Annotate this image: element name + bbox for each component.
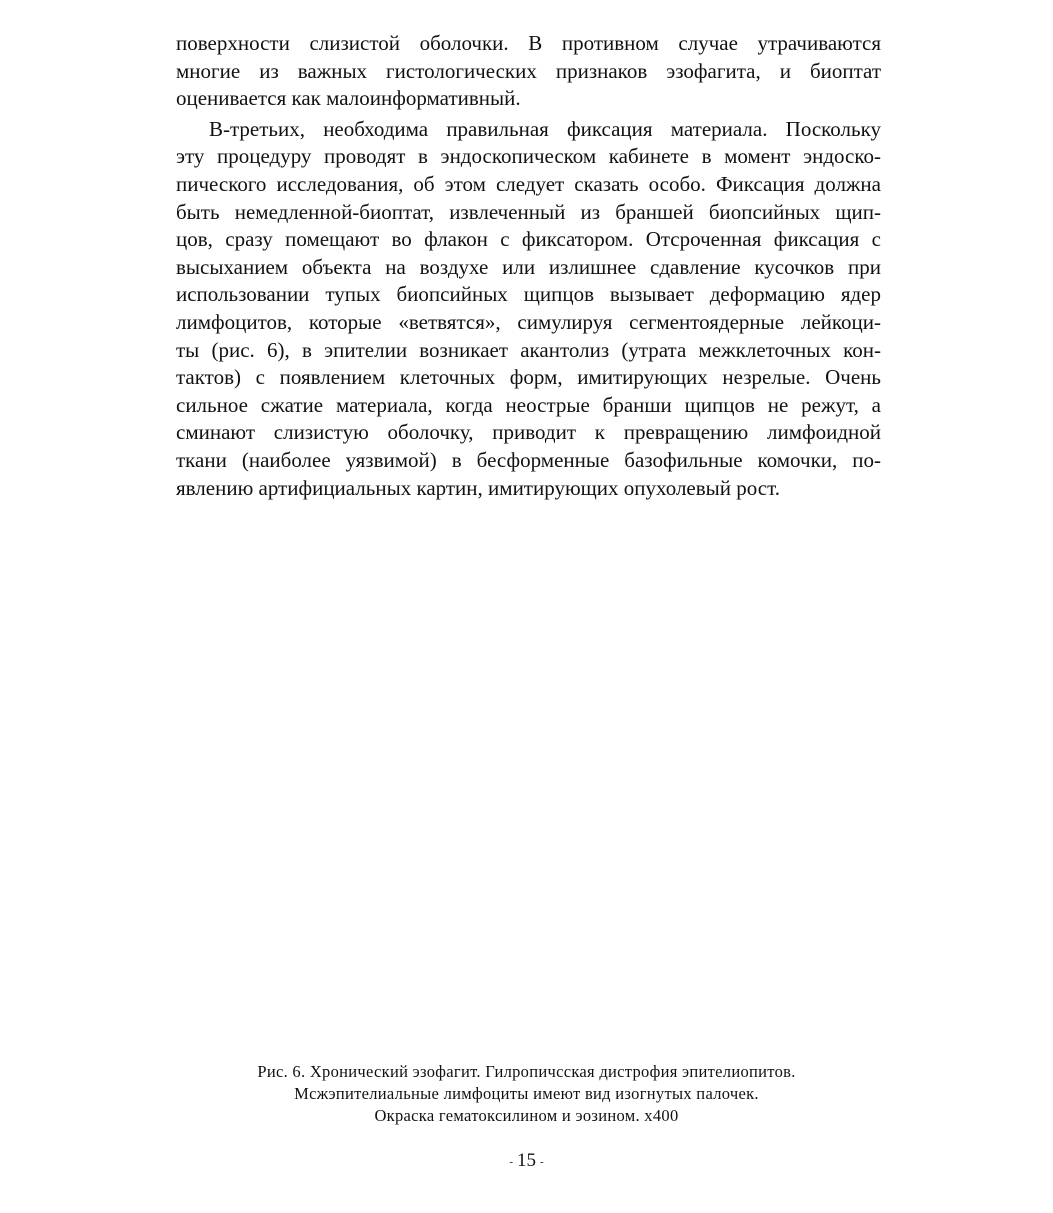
- figure-caption: [150, 1061, 903, 1127]
- text-line: эту процедуру проводят в эндоскопическом кабинете в момент эндоско-: [176, 144, 881, 169]
- paragraph-2: [176, 116, 881, 502]
- text-line: тактов) с появлением клеточных форм, имитирующих незрелые. Очень: [176, 365, 881, 390]
- text-line: высыханием объекта на воздухе или излишнее сдавление кусочков при: [176, 254, 881, 279]
- text-line: ты (рис. 6), в эпителии возникает акантолиз (утрата межклеточных кон-: [176, 337, 881, 362]
- page-number-right-mark: -: [540, 1155, 544, 1168]
- text-line: лимфоцитов, которые «ветвятся», симулируя сегментоядерные лейкоци-: [176, 309, 881, 334]
- text-line: многие из важных гистологических признаков эзофагита, и биоптат: [176, 58, 881, 83]
- text-line: сильное сжатие материала, когда неострые бранши щипцов не режут, а: [176, 392, 881, 417]
- text-line: явлению артифициальных картин, имитирующих опухолевый рост.: [176, 475, 780, 500]
- body-text: [176, 30, 881, 502]
- text-line: цов, сразу помещают во флакон с фиксатором. Отсроченная фиксация с: [176, 227, 881, 252]
- text-line: поверхности слизистой оболочки. В противном случае утрачиваются: [176, 31, 881, 55]
- page-number-left-mark: -: [509, 1155, 513, 1168]
- paragraph-1: [176, 30, 881, 113]
- text-line: быть немедленной-биоптат, извлеченный из браншей биопсийных щип-: [176, 199, 881, 224]
- caption-line: Рис. 6. Хронический эзофагит. Гилропичсская дистрофия эпителиопитов.: [257, 1062, 796, 1081]
- caption-line: Мсжэпителиальные лимфоциты имеют вид изогнутых палочек.: [294, 1084, 759, 1103]
- page-number: [0, 1150, 1053, 1173]
- text-line: использовании тупых биопсийных щипцов вызывает деформацию ядер: [176, 282, 881, 307]
- caption-line: Окраска гематоксилином и эозином. х400: [374, 1106, 679, 1125]
- text-line: оценивается как малоинформативный.: [176, 86, 521, 111]
- text-line: пического исследования, об этом следует сказать особо. Фиксация должна: [176, 171, 881, 196]
- text-line: В-третьих, необходима правильная фиксация материала. Поскольку: [209, 116, 881, 141]
- page-number-value: 15: [517, 1150, 536, 1171]
- text-line: ткани (наиболее уязвимой) в бесформенные базофильные комочки, по-: [176, 447, 881, 472]
- text-line: сминают слизистую оболочку, приводит к превращению лимфоидной: [176, 420, 881, 445]
